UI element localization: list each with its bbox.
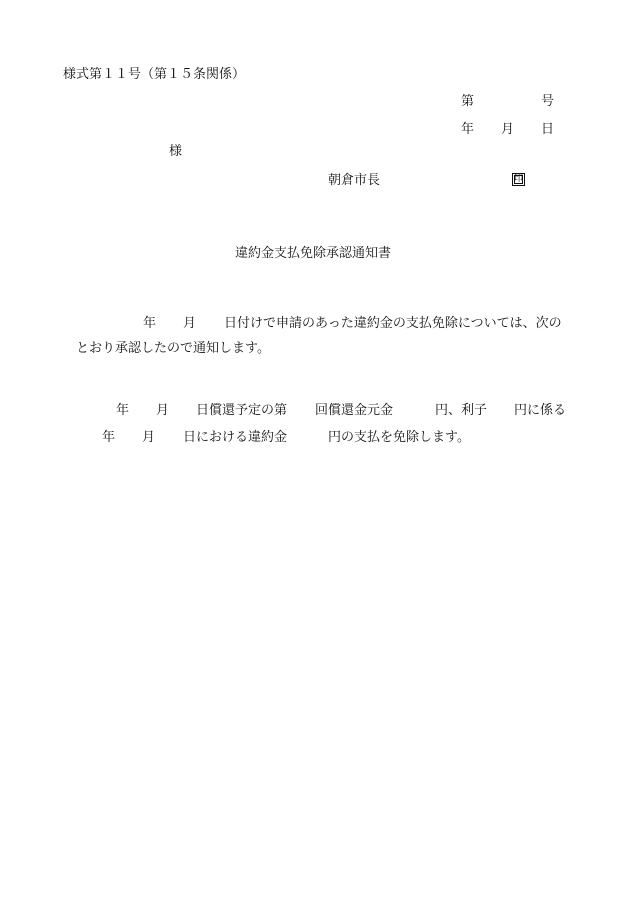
p1-year: 年 xyxy=(143,316,157,331)
document-title: 違約金支払免除承認通知書 xyxy=(235,246,392,261)
date-day: 日 xyxy=(541,122,555,137)
form-number: 様式第１１号（第１５条関係） xyxy=(63,67,246,82)
p2-l2-month: 月 xyxy=(142,430,156,445)
p2-l1-seg3: 円、利子 xyxy=(435,403,488,418)
p2-l1-seg4: 円に係る xyxy=(514,403,567,418)
p2-l1-seg1: 日償還予定の第 xyxy=(196,403,288,418)
p1-month: 月 xyxy=(183,316,197,331)
date-month: 月 xyxy=(501,122,515,137)
issuer-title: 朝倉市長 xyxy=(328,173,381,188)
date-year: 年 xyxy=(461,122,475,137)
p2-l2-seg2: 円の支払を免除します。 xyxy=(328,430,470,445)
p1-text1: 日付けで申請のあった違約金の支払免除については、次の xyxy=(224,316,562,331)
p2-l2-seg1: 日における違約金 xyxy=(183,430,288,445)
doc-number-go: 号 xyxy=(541,94,555,109)
doc-number-dai: 第 xyxy=(461,94,475,109)
addressee-suffix: 様 xyxy=(169,144,183,159)
seal-mark: 印 xyxy=(513,174,523,184)
p2-l2-year: 年 xyxy=(102,430,116,445)
p1-text2: とおり承認したので通知します。 xyxy=(76,341,270,356)
p2-l1-seg2: 回償還金元金 xyxy=(315,403,394,418)
p2-l1-year: 年 xyxy=(116,403,130,418)
p2-l1-month: 月 xyxy=(156,403,170,418)
